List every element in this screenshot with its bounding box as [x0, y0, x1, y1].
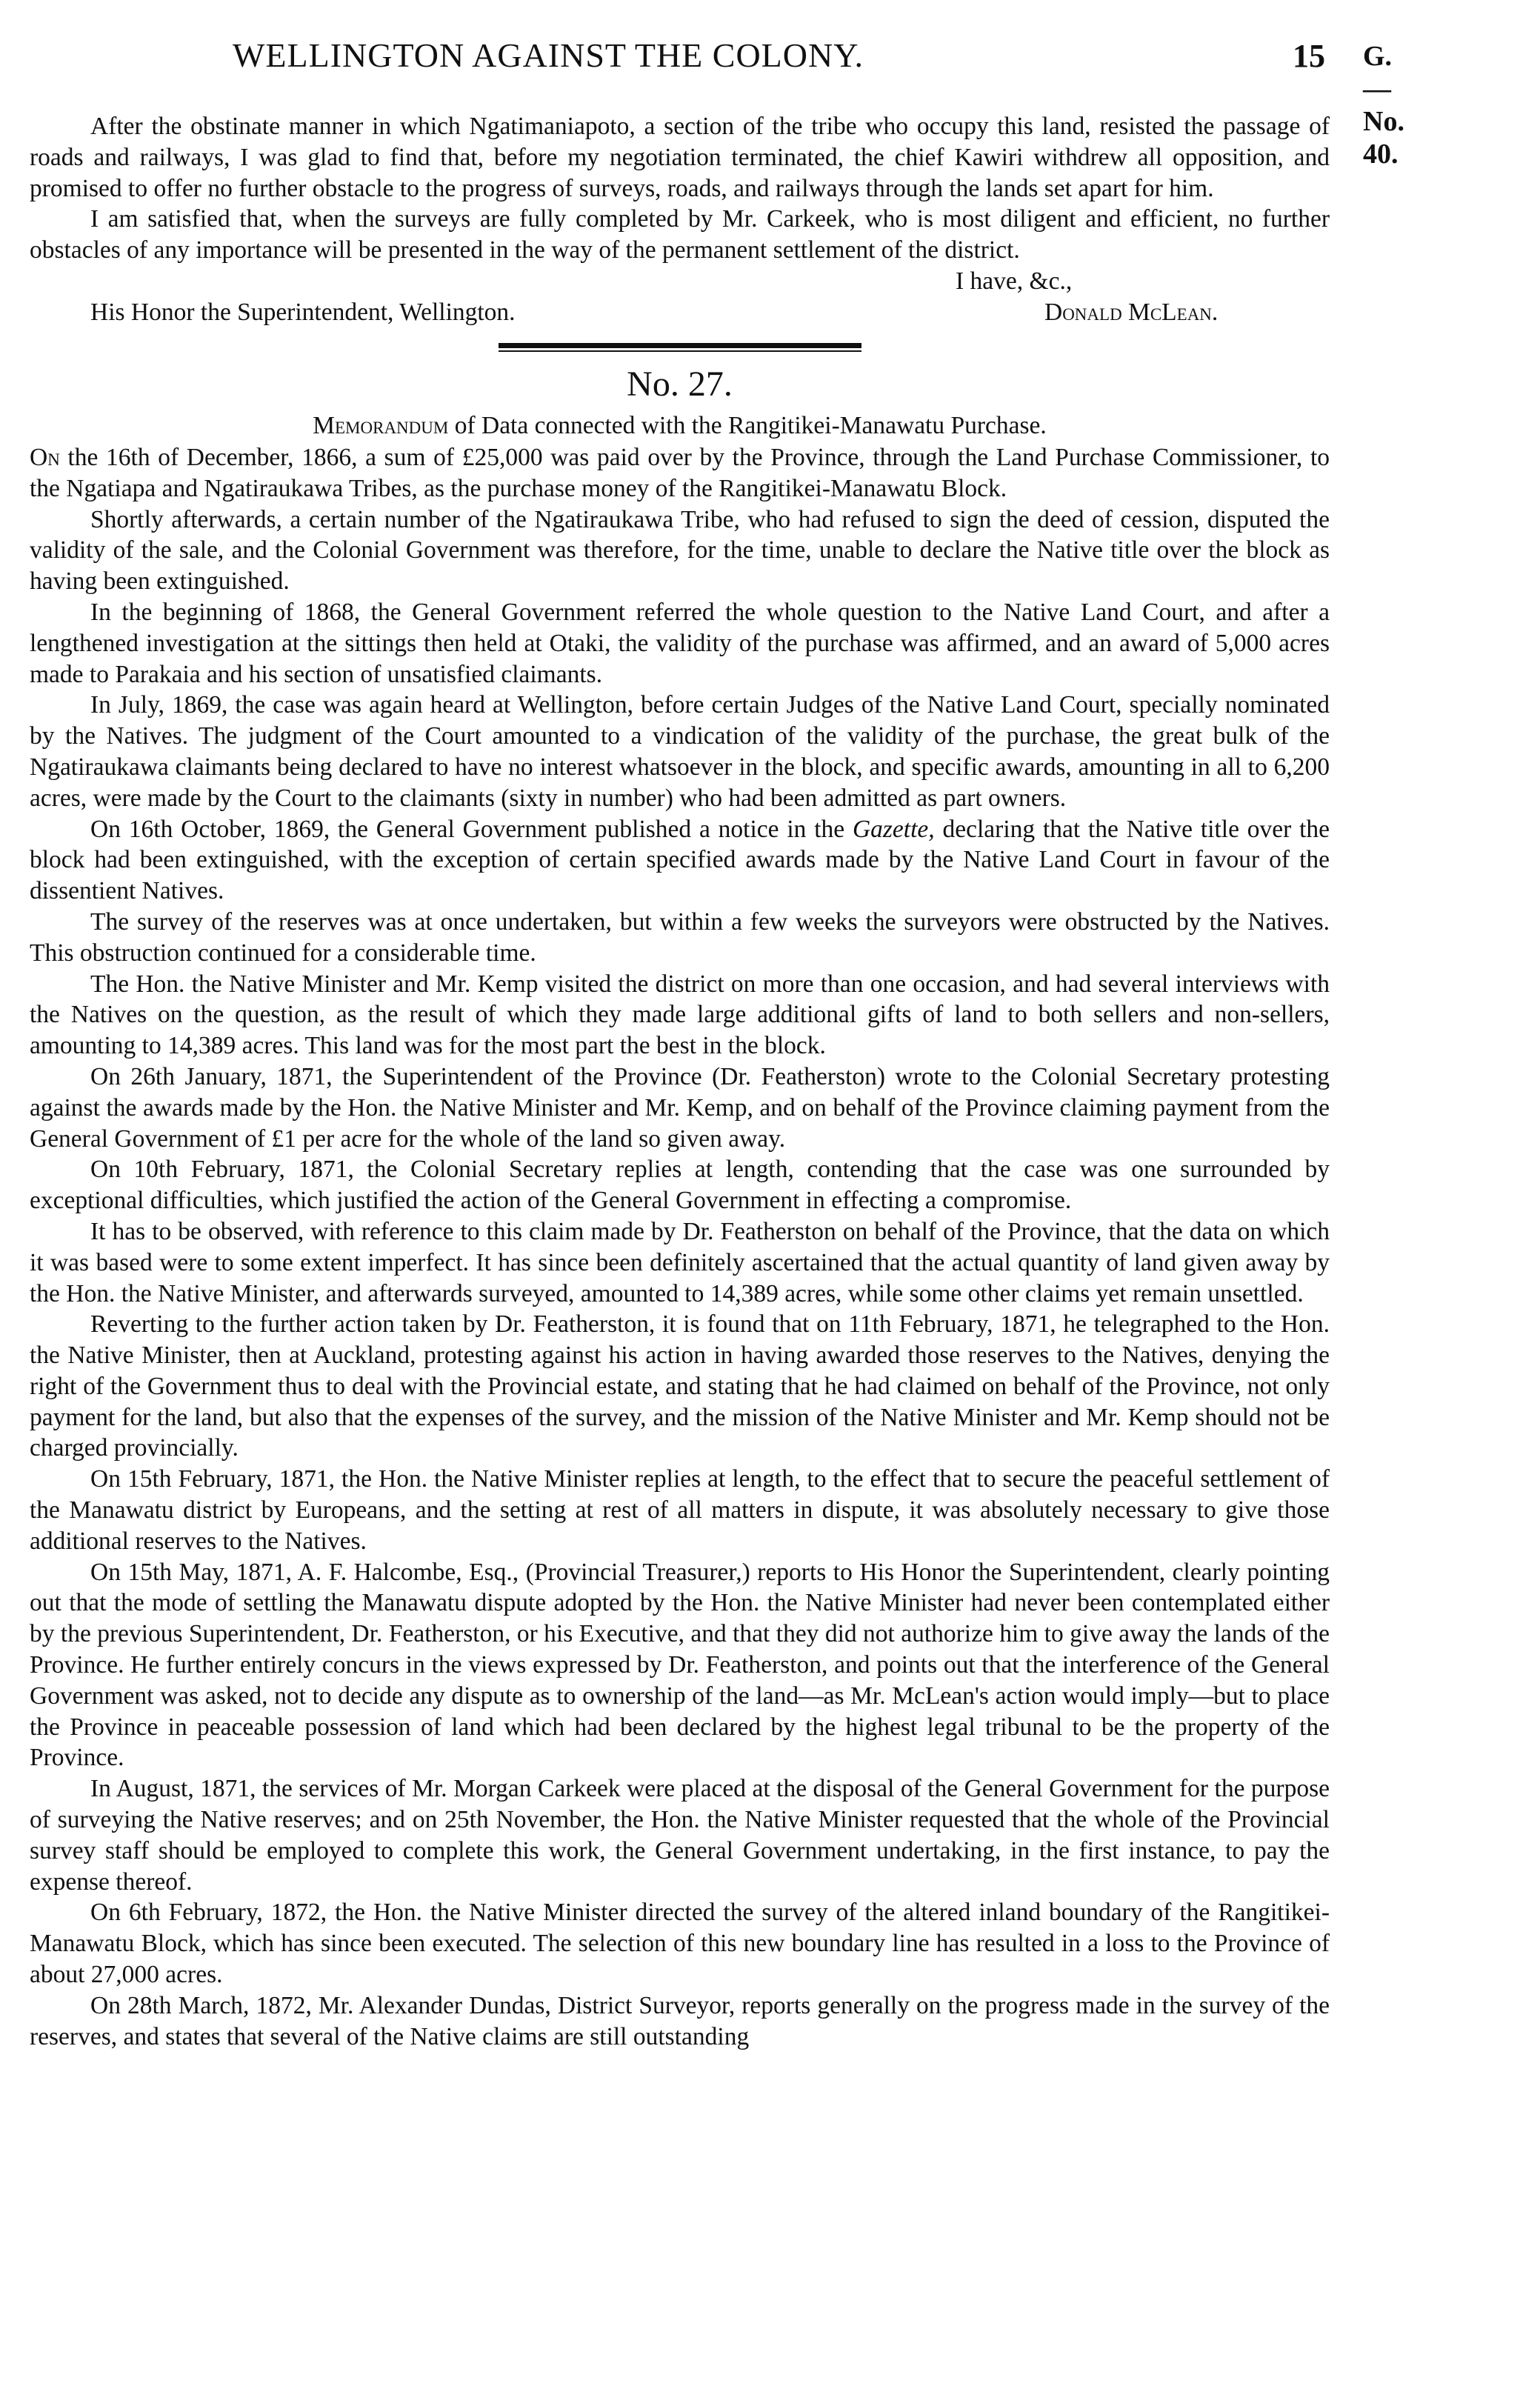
divider-thin-line — [499, 350, 861, 352]
closing-formula: I have, &c., — [956, 267, 1073, 295]
section-divider — [499, 343, 861, 352]
letter-paragraph: After the obstinate manner in which Ngatimaniapoto, a section of the tribe who occupy this land, resisted the passage of roads and railways, I was glad to find that, before my negotiation terminated, the chief Kawiri withdrew all opposition, and promised to offer no further obstacle to the progress of surveys, roads, and railways through the lands set apart for him. — [30, 113, 1330, 202]
letter-closing — [30, 266, 1330, 328]
memo-paragraph — [30, 814, 1330, 907]
memo-label: Memorandum — [313, 411, 449, 439]
first-paragraph-text: the 16th of December, 1866, a sum of £25,000 was paid over by the Province, through the Land Purchase Commissioner, to the Ngatiapa and Ngatiraukawa Tribes, as the purchase money of the Rangitikei-Manawatu Block. — [30, 443, 1330, 502]
memo-paragraph: On 6th February, 1872, the Hon. the Native Minister directed the survey of the altered inland boundary of the Rangitikei-Manawatu Block, which has since been executed. The selection of this new boundary line has resulted in a loss to the Province of about 27,000 acres. — [30, 1899, 1330, 1989]
signature: Donald McLean. — [1044, 298, 1219, 326]
memo-paragraph: In August, 1871, the services of Mr. Morgan Carkeek were placed at the disposal of the General Government for the purpose of surveying the Native reserves; and on 25th November, the Hon. the Native Minister requested that the whole of the Provincial survey staff should be employed to complete this work, the General Government undertaking, in the first instance, to pay the expense thereof. — [30, 1775, 1330, 1896]
memo-paragraph: On 15th May, 1871, A. F. Halcombe, Esq., (Provincial Treasurer,) reports to His Honor the Superintendent, clearly pointing out that the mode of settling the Manawatu dispute adopted by the Hon. the Native Minister had never been contemplated either by the previous Superintendent, Dr. Featherston, or his Executive, and that they did not authorize him to give away the lands of the Province. He further entirely concurs in the views expressed by Dr. Featherston, and points out that the interference of the General Government was asked, not to decide any dispute as to ownership of the land—as Mr. McLean's action would imply—but to place the Province in peaceable possession of land which had been declared by the highest legal tribunal to be the property of the Province. — [30, 1558, 1330, 1772]
memo-paragraph: It has to be observed, with reference to this claim made by Dr. Featherston on behalf of the Province, that the data on which it was based were to some extent imperfect. It has since been definitely ascertained that the actual quantity of land given away by the Hon. the Native Minister, and afterwards surveyed, amounted to 14,389 acres, while some other claims yet remain unsettled. — [30, 1217, 1330, 1307]
memo-paragraph: On 26th January, 1871, the Superintendent of the Province (Dr. Featherston) wrote to the Colonial Secretary protesting against the awards made by the Hon. the Native Minister and Mr. Kemp, and on behalf of the Province claiming payment from the General Government of £1 per acre for the whole of the land so given away. — [30, 1062, 1330, 1153]
memo-paragraph: Shortly afterwards, a certain number of the Ngatiraukawa Tribe, who had refused to sign the deed of cession, disputed the validity of the sale, and the Colonial Government was therefore, for the time, unable to declare the Native title over the block as having been extinguished. — [30, 505, 1330, 596]
memo-paragraph: In July, 1869, the case was again heard at Wellington, before certain Judges of the Native Land Court, specially nominated by the Natives. The judgment of the Court amounted to a vindication of the validity of the purchase, the great bulk of the Ngatiraukawa claimants being declared to have no interest whatsoever in the block, and specific awards, amounting in all to 6,200 acres, were made by the Court to the claimants (sixty in number) who had been admitted as part owners. — [30, 691, 1330, 812]
letter-body — [30, 111, 1330, 266]
memo-paragraph: The Hon. the Native Minister and Mr. Kemp visited the district on more than one occasion, and had several interviews with the Natives on the question, as the result of which they made large additional gifts of land to both sellers and non-sellers, amounting to 14,389 acres. This land was for the most part the best in the block. — [30, 970, 1330, 1060]
memo-paragraph — [30, 442, 1330, 504]
memo-paragraph: On 15th February, 1871, the Hon. the Native Minister replies at length, to the effect that to secure the peaceful settlement of the Manawatu district by Europeans, and the setting at rest of all matters in dispute, it was absolutely necessary to give those additional reserves to the Natives. — [30, 1465, 1330, 1555]
gazette-text-before: On 16th October, 1869, the General Government published a notice in the — [90, 815, 845, 843]
document-number: No. 27. — [627, 364, 733, 404]
memo-paragraph: The survey of the reserves was at once undertaken, but within a few weeks the surveyors were obstructed by the Natives. This obstruction continued for a considerable time. — [30, 907, 1330, 967]
first-word: On — [30, 443, 60, 471]
running-title: WELLINGTON AGAINST THE COLONY. — [232, 36, 864, 74]
memo-paragraph: On 10th February, 1871, the Colonial Secretary replies at length, contending that the case was one surrounded by exceptional difficulties, which justified the action of the General Government in effecting a compromise. — [30, 1156, 1330, 1215]
document-reference: G.—No. 40. — [1363, 41, 1404, 170]
gazette-text-after: declaring that the Native title over the block had been extinguished, with the exception of certain specified awards made by the Native Land Court in favour of the dissentient Natives. — [30, 815, 1330, 905]
memo-paragraph: Reverting to the further action taken by Dr. Featherston, it is found that on 11th February, 1871, he telegraphed to the Hon. the Native Minister, then at Auckland, protesting against his action in having awarded those reserves to the Natives, denying the right of the Government thus to deal with the Provincial estate, and stating that he had claimed on behalf of the Province, not only payment for the land, but also that the expenses of the survey, and the mission of the Native Minister and Mr. Kemp should not be charged provincially. — [30, 1310, 1330, 1462]
page-number: 15 — [1293, 38, 1325, 74]
memorandum-body — [30, 442, 1330, 2052]
memo-title: of Data connected with the Rangitikei-Manawatu Purchase. — [454, 411, 1047, 439]
memo-paragraph: On 28th March, 1872, Mr. Alexander Dundas, District Surveyor, reports generally on the progress made in the survey of the reserves, and states that several of the Native claims are still outstanding — [30, 1991, 1330, 2050]
document-page — [30, 36, 1404, 2052]
addressee: His Honor the Superintendent, Wellington. — [90, 298, 516, 326]
gazette-title: Gazette, — [852, 815, 935, 843]
letter-paragraph: I am satisfied that, when the surveys are fully completed by Mr. Carkeek, who is most diligent and efficient, no further obstacles of any importance will be presented in the way of the permanent settlement of the district. — [30, 205, 1330, 264]
memo-paragraph: In the beginning of 1868, the General Government referred the whole question to the Native Land Court, and after a lengthened investigation at the sittings then held at Otaki, the validity of the purchase was affirmed, and an award of 5,000 acres made to Parakaia and his section of unsatisfied claimants. — [30, 598, 1330, 688]
memo-heading — [30, 410, 1330, 442]
divider-thick-line — [499, 343, 861, 348]
